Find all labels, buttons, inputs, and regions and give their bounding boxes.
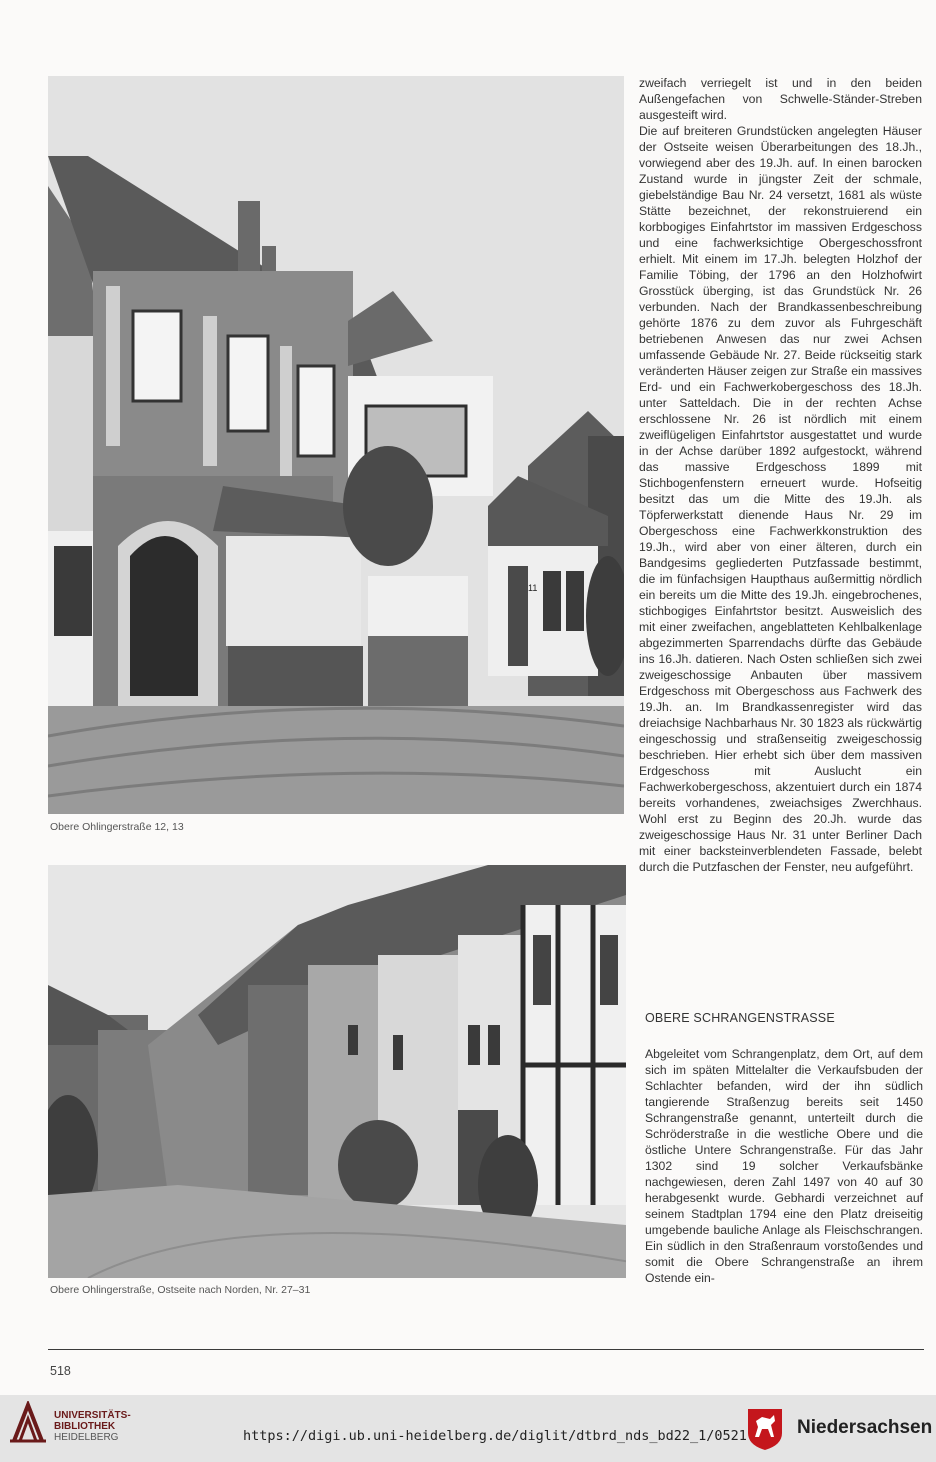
text-column (639, 75, 922, 980)
section-text (645, 1046, 923, 1302)
photo-houses-illustration (48, 76, 624, 814)
figure-caption: Obere Ohlingerstraße 12, 13 (50, 821, 184, 833)
section-heading: OBERE SCHRANGENSTRASSE (645, 1011, 835, 1025)
photo-street-illustration (48, 865, 626, 1278)
photo-ohlingerstrasse-ostseite (48, 865, 626, 1278)
document-url-link[interactable]: https://digi.ub.uni-heidelberg.de/diglit/dtbrd_nds_bd22_1/0521 (243, 1428, 747, 1444)
paragraph: Abgeleitet vom Schrangenplatz, dem Ort, auf dem sich im späten Mittelalter die Verkaufsbuden der Schlachter befanden, wird der ihn südlich tangierende Straßenzug bereits seit 1450 Schrangenstraße genannt, unterteilt durch die Schröderstraße in die westliche Obere und die östliche Untere Schrangenstraße. Für das Jahr 1302 sind 19 solcher Verkaufsbänke nachgewiesen, deren Zahl 1497 von 40 auf 30 herabgesenkt wurde. Gebhardi verzeichnet auf seinem Stadtplan 1794 eine den Platz dreiseitig umgebende bauliche Anlage als Fleischschrangen. Ein südlich in den Straßenraum vorstoßendes und somit die Obere Schrangenstraße an ihrem Ostende ein- (645, 1047, 923, 1285)
library-line-1: UNIVERSITÄTS- (54, 1410, 131, 1421)
library-name (54, 1410, 131, 1443)
library-line-2: BIBLIOTHEK (54, 1421, 116, 1432)
ub-heidelberg-logo-icon[interactable] (8, 1401, 48, 1445)
library-line-3: HEIDELBERG (54, 1432, 119, 1443)
page-number: 518 (50, 1364, 71, 1378)
paragraph: Die auf breiteren Grundstücken angelegten Häuser der Ostseite weisen Überarbeitungen des 18.Jh., vorwiegend aber des 19.Jh. auf. In einen barocken Zustand wurde in jüngster Zeit der schmale, giebelständige Bau Nr. 24 versetzt, 1681 als wüste Stätte bezeichnet, der rekonstruierend ein korbbogiges Einfahrtstor im massiven Erdgeschoss und eine fachwerksichtige Obergeschossfront erhielt. Mit einem im 17.Jh. belegten Holzhof der Familie Töbing, der 1796 an den Holzhofwirt Grosstück überging, ist das Grundstück Nr. 26 verbunden. Nach der Brandkassenbeschreibung gehörte 1876 zu dem zuvor als Fuhrgeschäft betriebenen Anwesen das nur zwei Achsen umfassende Gebäude Nr. 27. Beide rückseitig stark veränderten Häuser zeigen zur Straße ein massives Erd- und ein Fachwerkobergeschoss des 18.Jh. unter Satteldach. Die in der rechten Achse erschlossene Nr. 26 ist nördlich mit einem zweiflügeligen Einfahrtstor ausgestattet und wurde in der Achse darüber 1892 aufgestockt, während das massive Erdgeschoss 1899 mit Stichbogenfenstern erneuert wurde. Hofseitig besitzt das um die Mitte des 19.Jh. als Töpferwerkstatt dienende Haus Nr. 29 im Obergeschoss eine Fachwerkkonstruktion des 19.Jh., wird aber von einer älteren, durch ein Bandgesims gegliederten Putzfassade bestimmt, die im fünfachsigen Haupthaus außermittig nördlich ein bereits um die Mitte des 19.Jh. eingebrochenes, stichbogiges Einfahrtstor besitzt. Ausweislich des mit einer zweifachen, angeblatteten Kehlbalkenlage abgezimmerten Sparrendachs dürfte das Gebäude ins 16.Jh. datieren. Nach Osten schließen sich zwei zweigeschossige Anbauten über massivem Erdgeschoss mit Obergeschoss aus Fachwerk des 19.Jh. an. Im Brandkassenregister wird das dreiachsige Nachbarhaus Nr. 30 1823 als rückwärtig eingeschossig und straßenseitig zweigeschossig beschrieben. Hier erhebt sich über dem massiven Erdgeschoss mit Auslucht ein Fachwerkobergeschoss, akzentuiert durch ein 1874 bereits vorhandenes, zweiachsiges Zwerchhaus. Wohl erst zu Beginn des 20.Jh. wurde das zweigeschossige Haus Nr. 31 unter Berliner Dach mit einer backsteinverblendeten Fassade, belebt durch die Putzfaschen der Fenster, neu aufgeführt. (639, 124, 922, 874)
paragraph: zweifach verriegelt ist und in den beiden Außengefachen von Schwelle-Ständer-Streben ausgesteift wird. (639, 76, 922, 122)
partner-name: Niedersachsen (797, 1417, 933, 1438)
niedersachsen-horse-icon[interactable] (746, 1407, 784, 1451)
footer-bar (0, 1395, 936, 1462)
photo-ohlingerstrasse-12-13 (48, 76, 624, 814)
house-number-11: 11 (528, 583, 538, 593)
footer-rule (48, 1349, 924, 1350)
figure-caption: Obere Ohlingerstraße, Ostseite nach Norden, Nr. 27–31 (50, 1284, 311, 1296)
